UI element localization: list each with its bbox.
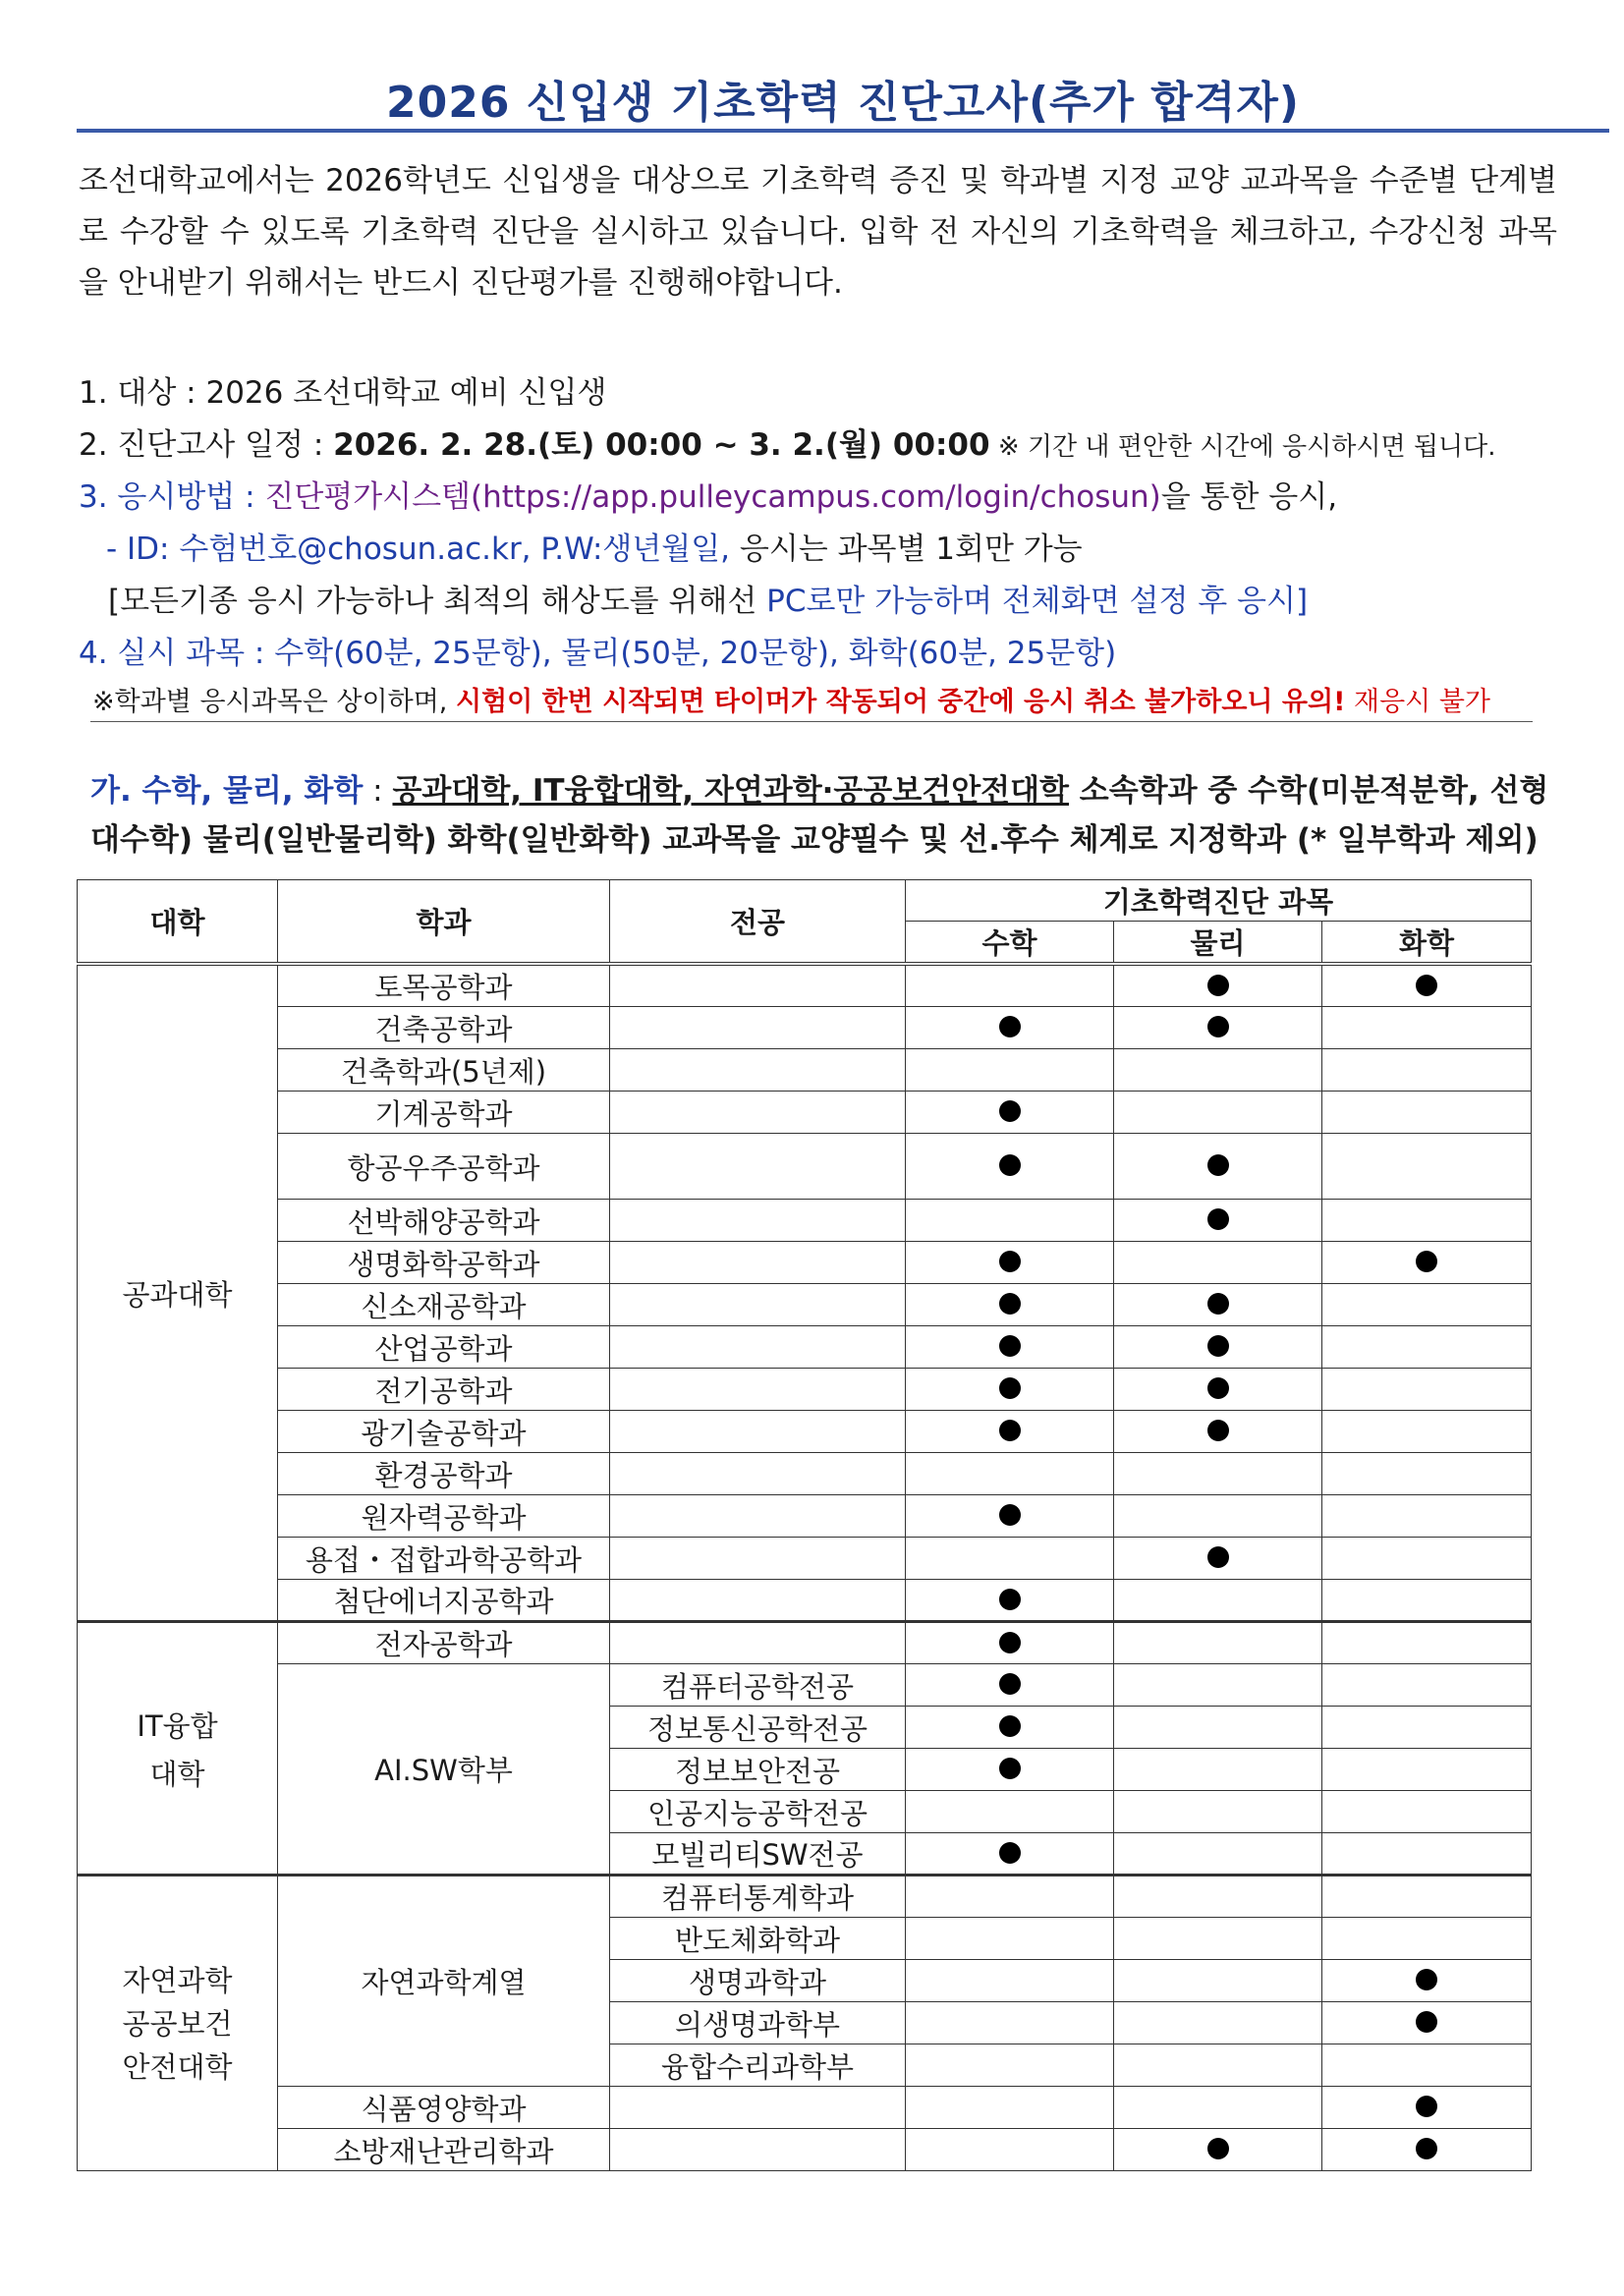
table-row (78, 1622, 1532, 1664)
device-prefix: [모든기종 응시 가능하나 최적의 해상도를 위해선 (108, 584, 767, 619)
chemistry-cell (1322, 1538, 1532, 1580)
header-subjects-group: 기초학력진단 과목 (906, 880, 1532, 922)
dept-cell: 토목공학과 (278, 964, 610, 1007)
physics-cell (1114, 1242, 1322, 1284)
schedule-note: ※ 기간 내 편안한 시간에 응시하시면 됩니다. (989, 432, 1496, 462)
physics-cell (1114, 1749, 1322, 1791)
major-cell (610, 1049, 906, 1092)
math-cell (906, 2129, 1114, 2171)
math-cell (906, 1092, 1114, 1134)
physics-cell (1114, 1326, 1322, 1369)
math-required-dot (999, 1589, 1021, 1610)
dept-cell: 전기공학과 (278, 1369, 610, 1411)
item-device (79, 576, 1592, 628)
math-cell (906, 1707, 1114, 1749)
table-row (78, 1326, 1532, 1369)
college-natural (78, 1876, 278, 2171)
section-colon: : (363, 773, 393, 809)
physics-required-dot (1207, 1420, 1229, 1441)
physics-cell (1114, 2087, 1322, 2129)
table-row (78, 1495, 1532, 1538)
major-cell: 반도체화학과 (610, 1918, 906, 1960)
chemistry-required-dot (1416, 1251, 1437, 1272)
chemistry-cell (1322, 1495, 1532, 1538)
header-major: 전공 (610, 880, 906, 965)
major-cell (610, 1242, 906, 1284)
major-cell (610, 1134, 906, 1200)
math-cell (906, 1960, 1114, 2002)
math-cell (906, 1833, 1114, 1876)
info-list (79, 367, 1592, 725)
table-row (78, 1049, 1532, 1092)
chemistry-cell (1322, 2129, 1532, 2171)
major-cell (610, 1007, 906, 1049)
math-cell (906, 1495, 1114, 1538)
chemistry-cell (1322, 1049, 1532, 1092)
chemistry-cell (1322, 1092, 1532, 1134)
dept-cell: 건축공학과 (278, 1007, 610, 1049)
method-label: 3. 응시방법 : (79, 479, 265, 515)
device-pc: PC로만 가능하며 전체화면 설정 후 응시] (766, 584, 1309, 619)
physics-required-dot (1207, 1546, 1229, 1568)
table-row (78, 1369, 1532, 1411)
math-cell (906, 1326, 1114, 1369)
chemistry-cell (1322, 1960, 1532, 2002)
login-suffix: 응시는 과목별 1회만 가능 (730, 532, 1083, 567)
physics-cell (1114, 1200, 1322, 1242)
math-cell (906, 2044, 1114, 2087)
physics-cell (1114, 1453, 1322, 1495)
chemistry-cell (1322, 1284, 1532, 1326)
physics-cell (1114, 1664, 1322, 1707)
math-cell (906, 2002, 1114, 2044)
chemistry-cell (1322, 1411, 1532, 1453)
major-cell (610, 1495, 906, 1538)
physics-cell (1114, 1007, 1322, 1049)
major-cell (610, 1200, 906, 1242)
chemistry-required-dot (1416, 2138, 1437, 2159)
college-it-line2: 대학 (149, 1757, 205, 1791)
math-required-dot (999, 1251, 1021, 1272)
math-required-dot (999, 1715, 1021, 1737)
major-cell: 융합수리과학부 (610, 2044, 906, 2087)
table-row (78, 1664, 1532, 1707)
college-natural-line1: 자연과학 (122, 1963, 233, 1997)
physics-cell (1114, 1411, 1322, 1453)
math-cell (906, 1411, 1114, 1453)
login-info: - ID: 수험번호@chosun.ac.kr, P.W:생년월일, (106, 532, 731, 567)
table-row (78, 1007, 1532, 1049)
note-warning: 시험이 한번 시작되면 타이머가 작동되어 중간에 응시 취소 불가하오니 유의! (455, 687, 1346, 717)
note-prefix: ※학과별 응시과목은 상이하며, (92, 687, 456, 717)
chemistry-cell (1322, 964, 1532, 1007)
math-cell (906, 1876, 1114, 1918)
header-physics: 물리 (1114, 922, 1322, 965)
note-underline (90, 721, 1533, 722)
math-required-dot (999, 1673, 1021, 1695)
math-cell (906, 1622, 1114, 1664)
intro-paragraph: 조선대학교에서는 2026학년도 신입생을 대상으로 기초학력 증진 및 학과별 지정 교양 교과목을 수준별 단계별로 수강할 수 있도록 기초학력 진단을 실시하고 있습니다. 입학 전 자신의 기초학력을 체크하고, 수강신청 과목을 안내받기 위해서는 반드시 진단평가를 진행해야합니다. (79, 163, 1557, 301)
physics-cell (1114, 1707, 1322, 1749)
chemistry-cell (1322, 1876, 1532, 1918)
physics-cell (1114, 1876, 1322, 1918)
math-cell (906, 1918, 1114, 1960)
math-required-dot (999, 1842, 1021, 1864)
table-row (78, 1538, 1532, 1580)
dept-cell: 항공우주공학과 (278, 1134, 610, 1200)
major-cell (610, 1538, 906, 1580)
physics-cell (1114, 1538, 1322, 1580)
item-schedule (79, 420, 1592, 472)
chemistry-cell (1322, 1453, 1532, 1495)
math-required-dot (999, 1632, 1021, 1653)
dept-cell: 생명화학공학과 (278, 1242, 610, 1284)
chemistry-cell (1322, 1326, 1532, 1369)
dept-cell: 용접・접합과학공학과 (278, 1538, 610, 1580)
math-required-dot (999, 1335, 1021, 1357)
page-title: 2026 신입생 기초학력 진단고사(추가 합격자) (385, 78, 1300, 128)
dept-cell: 소방재난관리학과 (278, 2129, 610, 2171)
major-cell: 인공지능공학전공 (610, 1791, 906, 1833)
math-cell (906, 1284, 1114, 1326)
physics-cell (1114, 964, 1322, 1007)
item-note (79, 680, 1592, 725)
chemistry-cell (1322, 1664, 1532, 1707)
table-row (78, 1284, 1532, 1326)
chemistry-cell (1322, 1007, 1532, 1049)
dept-cell: 선박해양공학과 (278, 1200, 610, 1242)
subject-table (77, 879, 1532, 2171)
math-cell (906, 1134, 1114, 1200)
major-cell (610, 2129, 906, 2171)
table-row (78, 1134, 1532, 1200)
math-cell (906, 1791, 1114, 1833)
college-engineering: 공과대학 (78, 964, 278, 1622)
math-cell (906, 1664, 1114, 1707)
major-cell: 모빌리티SW전공 (610, 1833, 906, 1876)
dept-group-natural: 자연과학계열 (278, 1876, 610, 2087)
physics-cell (1114, 2002, 1322, 2044)
physics-cell (1114, 1622, 1322, 1664)
math-required-dot (999, 1758, 1021, 1779)
title-rule (77, 129, 1609, 133)
major-cell: 생명과학과 (610, 1960, 906, 2002)
dept-cell: 산업공학과 (278, 1326, 610, 1369)
physics-cell (1114, 1833, 1322, 1876)
table-row (78, 1411, 1532, 1453)
physics-required-dot (1207, 1154, 1229, 1176)
math-required-dot (999, 1293, 1021, 1315)
major-cell (610, 1453, 906, 1495)
major-cell (610, 1622, 906, 1664)
physics-cell (1114, 1918, 1322, 1960)
chemistry-cell (1322, 1622, 1532, 1664)
math-required-dot (999, 1100, 1021, 1122)
header-chemistry: 화학 (1322, 922, 1532, 965)
table-row (78, 1200, 1532, 1242)
math-cell (906, 1580, 1114, 1622)
physics-cell (1114, 1580, 1322, 1622)
math-cell (906, 1242, 1114, 1284)
chemistry-required-dot (1416, 1969, 1437, 1990)
chemistry-cell (1322, 1134, 1532, 1200)
chemistry-cell (1322, 1200, 1532, 1242)
table-row (78, 964, 1532, 1007)
dept-group-aisw: AI.SW학부 (278, 1664, 610, 1876)
chemistry-cell (1322, 2044, 1532, 2087)
header-college: 대학 (78, 880, 278, 965)
dept-cell: 신소재공학과 (278, 1284, 610, 1326)
item-target: 1. 대상 : 2026 조선대학교 예비 신입생 (79, 375, 607, 411)
math-required-dot (999, 1016, 1021, 1037)
schedule-label: 2. 진단고사 일정 : (79, 427, 334, 463)
physics-cell (1114, 1092, 1322, 1134)
major-cell (610, 1092, 906, 1134)
method-system-link[interactable]: 진단평가시스템(https://app.pulleycampus.com/login/chosun) (264, 479, 1161, 515)
physics-required-dot (1207, 1377, 1229, 1399)
math-required-dot (999, 1420, 1021, 1441)
math-required-dot (999, 1504, 1021, 1526)
section-rest: 소속학과 중 수학(미분적분학, 선형대수학) 물리(일반물리학) 화학(일반화학) 교과목을 교양필수 및 선.후수 체계로 지정학과 (* 일부학과 제외) (90, 773, 1549, 858)
math-cell (906, 1749, 1114, 1791)
dept-cell: 환경공학과 (278, 1453, 610, 1495)
physics-required-dot (1207, 1016, 1229, 1037)
chemistry-cell (1322, 1791, 1532, 1833)
physics-cell (1114, 1049, 1322, 1092)
math-cell (906, 2087, 1114, 2129)
dept-cell: 원자력공학과 (278, 1495, 610, 1538)
physics-required-dot (1207, 2138, 1229, 2159)
physics-cell (1114, 1791, 1322, 1833)
chemistry-cell (1322, 1749, 1532, 1791)
college-it (78, 1622, 278, 1876)
major-cell (610, 1580, 906, 1622)
dept-cell: 건축학과(5년제) (278, 1049, 610, 1092)
physics-cell (1114, 2044, 1322, 2087)
section-lead: 가. 수학, 물리, 화학 (90, 773, 364, 809)
table-row (78, 1876, 1532, 1918)
item-method (79, 472, 1592, 524)
table-row (78, 2087, 1532, 2129)
physics-cell (1114, 1495, 1322, 1538)
chemistry-cell (1322, 1242, 1532, 1284)
math-cell (906, 1453, 1114, 1495)
major-cell: 정보통신공학전공 (610, 1707, 906, 1749)
math-cell (906, 1049, 1114, 1092)
chemistry-cell (1322, 1707, 1532, 1749)
dept-cell: 기계공학과 (278, 1092, 610, 1134)
math-cell (906, 1369, 1114, 1411)
chemistry-required-dot (1416, 975, 1437, 996)
table-row (78, 1242, 1532, 1284)
method-suffix: 을 통한 응시, (1160, 479, 1338, 515)
major-cell (610, 964, 906, 1007)
math-cell (906, 964, 1114, 1007)
chemistry-required-dot (1416, 2096, 1437, 2117)
physics-cell (1114, 1134, 1322, 1200)
chemistry-cell (1322, 1918, 1532, 1960)
major-cell: 의생명과학부 (610, 2002, 906, 2044)
major-cell (610, 1411, 906, 1453)
physics-cell (1114, 2129, 1322, 2171)
math-required-dot (999, 1154, 1021, 1176)
dept-cell: 전자공학과 (278, 1622, 610, 1664)
header-dept: 학과 (278, 880, 610, 965)
dept-cell: 첨단에너지공학과 (278, 1580, 610, 1622)
table-row (78, 1092, 1532, 1134)
physics-required-dot (1207, 1335, 1229, 1357)
major-cell: 컴퓨터공학전공 (610, 1664, 906, 1707)
item-login (79, 524, 1592, 576)
chemistry-cell (1322, 1369, 1532, 1411)
item-subjects: 4. 실시 과목 : 수학(60분, 25문항), 물리(50분, 20문항), 화학(60분, 25문항) (79, 636, 1117, 671)
physics-cell (1114, 1369, 1322, 1411)
math-cell (906, 1200, 1114, 1242)
table-row (78, 2129, 1532, 2171)
table-row (78, 1453, 1532, 1495)
college-natural-line3: 안전대학 (122, 2049, 233, 2084)
major-cell: 정보보안전공 (610, 1749, 906, 1791)
dept-cell: 식품영양학과 (278, 2087, 610, 2129)
chemistry-cell (1322, 2087, 1532, 2129)
major-cell (610, 1326, 906, 1369)
major-cell (610, 1284, 906, 1326)
chemistry-cell (1322, 1580, 1532, 1622)
note-retest: 재응시 불가 (1345, 687, 1490, 717)
physics-cell (1114, 1284, 1322, 1326)
section-colleges: 공과대학, IT융합대학, 자연과학·공공보건안전대학 (392, 773, 1069, 809)
major-cell: 컴퓨터통계학과 (610, 1876, 906, 1918)
chemistry-cell (1322, 1833, 1532, 1876)
dept-cell: 광기술공학과 (278, 1411, 610, 1453)
schedule-period: 2026. 2. 28.(토) 00:00 ~ 3. 2.(월) 00:00 (333, 427, 990, 463)
physics-required-dot (1207, 975, 1229, 996)
chemistry-cell (1322, 2002, 1532, 2044)
table-body (78, 964, 1532, 2171)
chemistry-required-dot (1416, 2011, 1437, 2033)
math-required-dot (999, 1377, 1021, 1399)
header-math: 수학 (906, 922, 1114, 965)
major-cell (610, 1369, 906, 1411)
section-heading (90, 766, 1564, 865)
physics-required-dot (1207, 1293, 1229, 1315)
physics-required-dot (1207, 1208, 1229, 1230)
table-row (78, 1580, 1532, 1622)
physics-cell (1114, 1960, 1322, 2002)
college-it-line1: IT융합 (137, 1708, 218, 1743)
major-cell (610, 2087, 906, 2129)
college-natural-line2: 공공보건 (122, 2006, 233, 2041)
math-cell (906, 1007, 1114, 1049)
math-cell (906, 1538, 1114, 1580)
